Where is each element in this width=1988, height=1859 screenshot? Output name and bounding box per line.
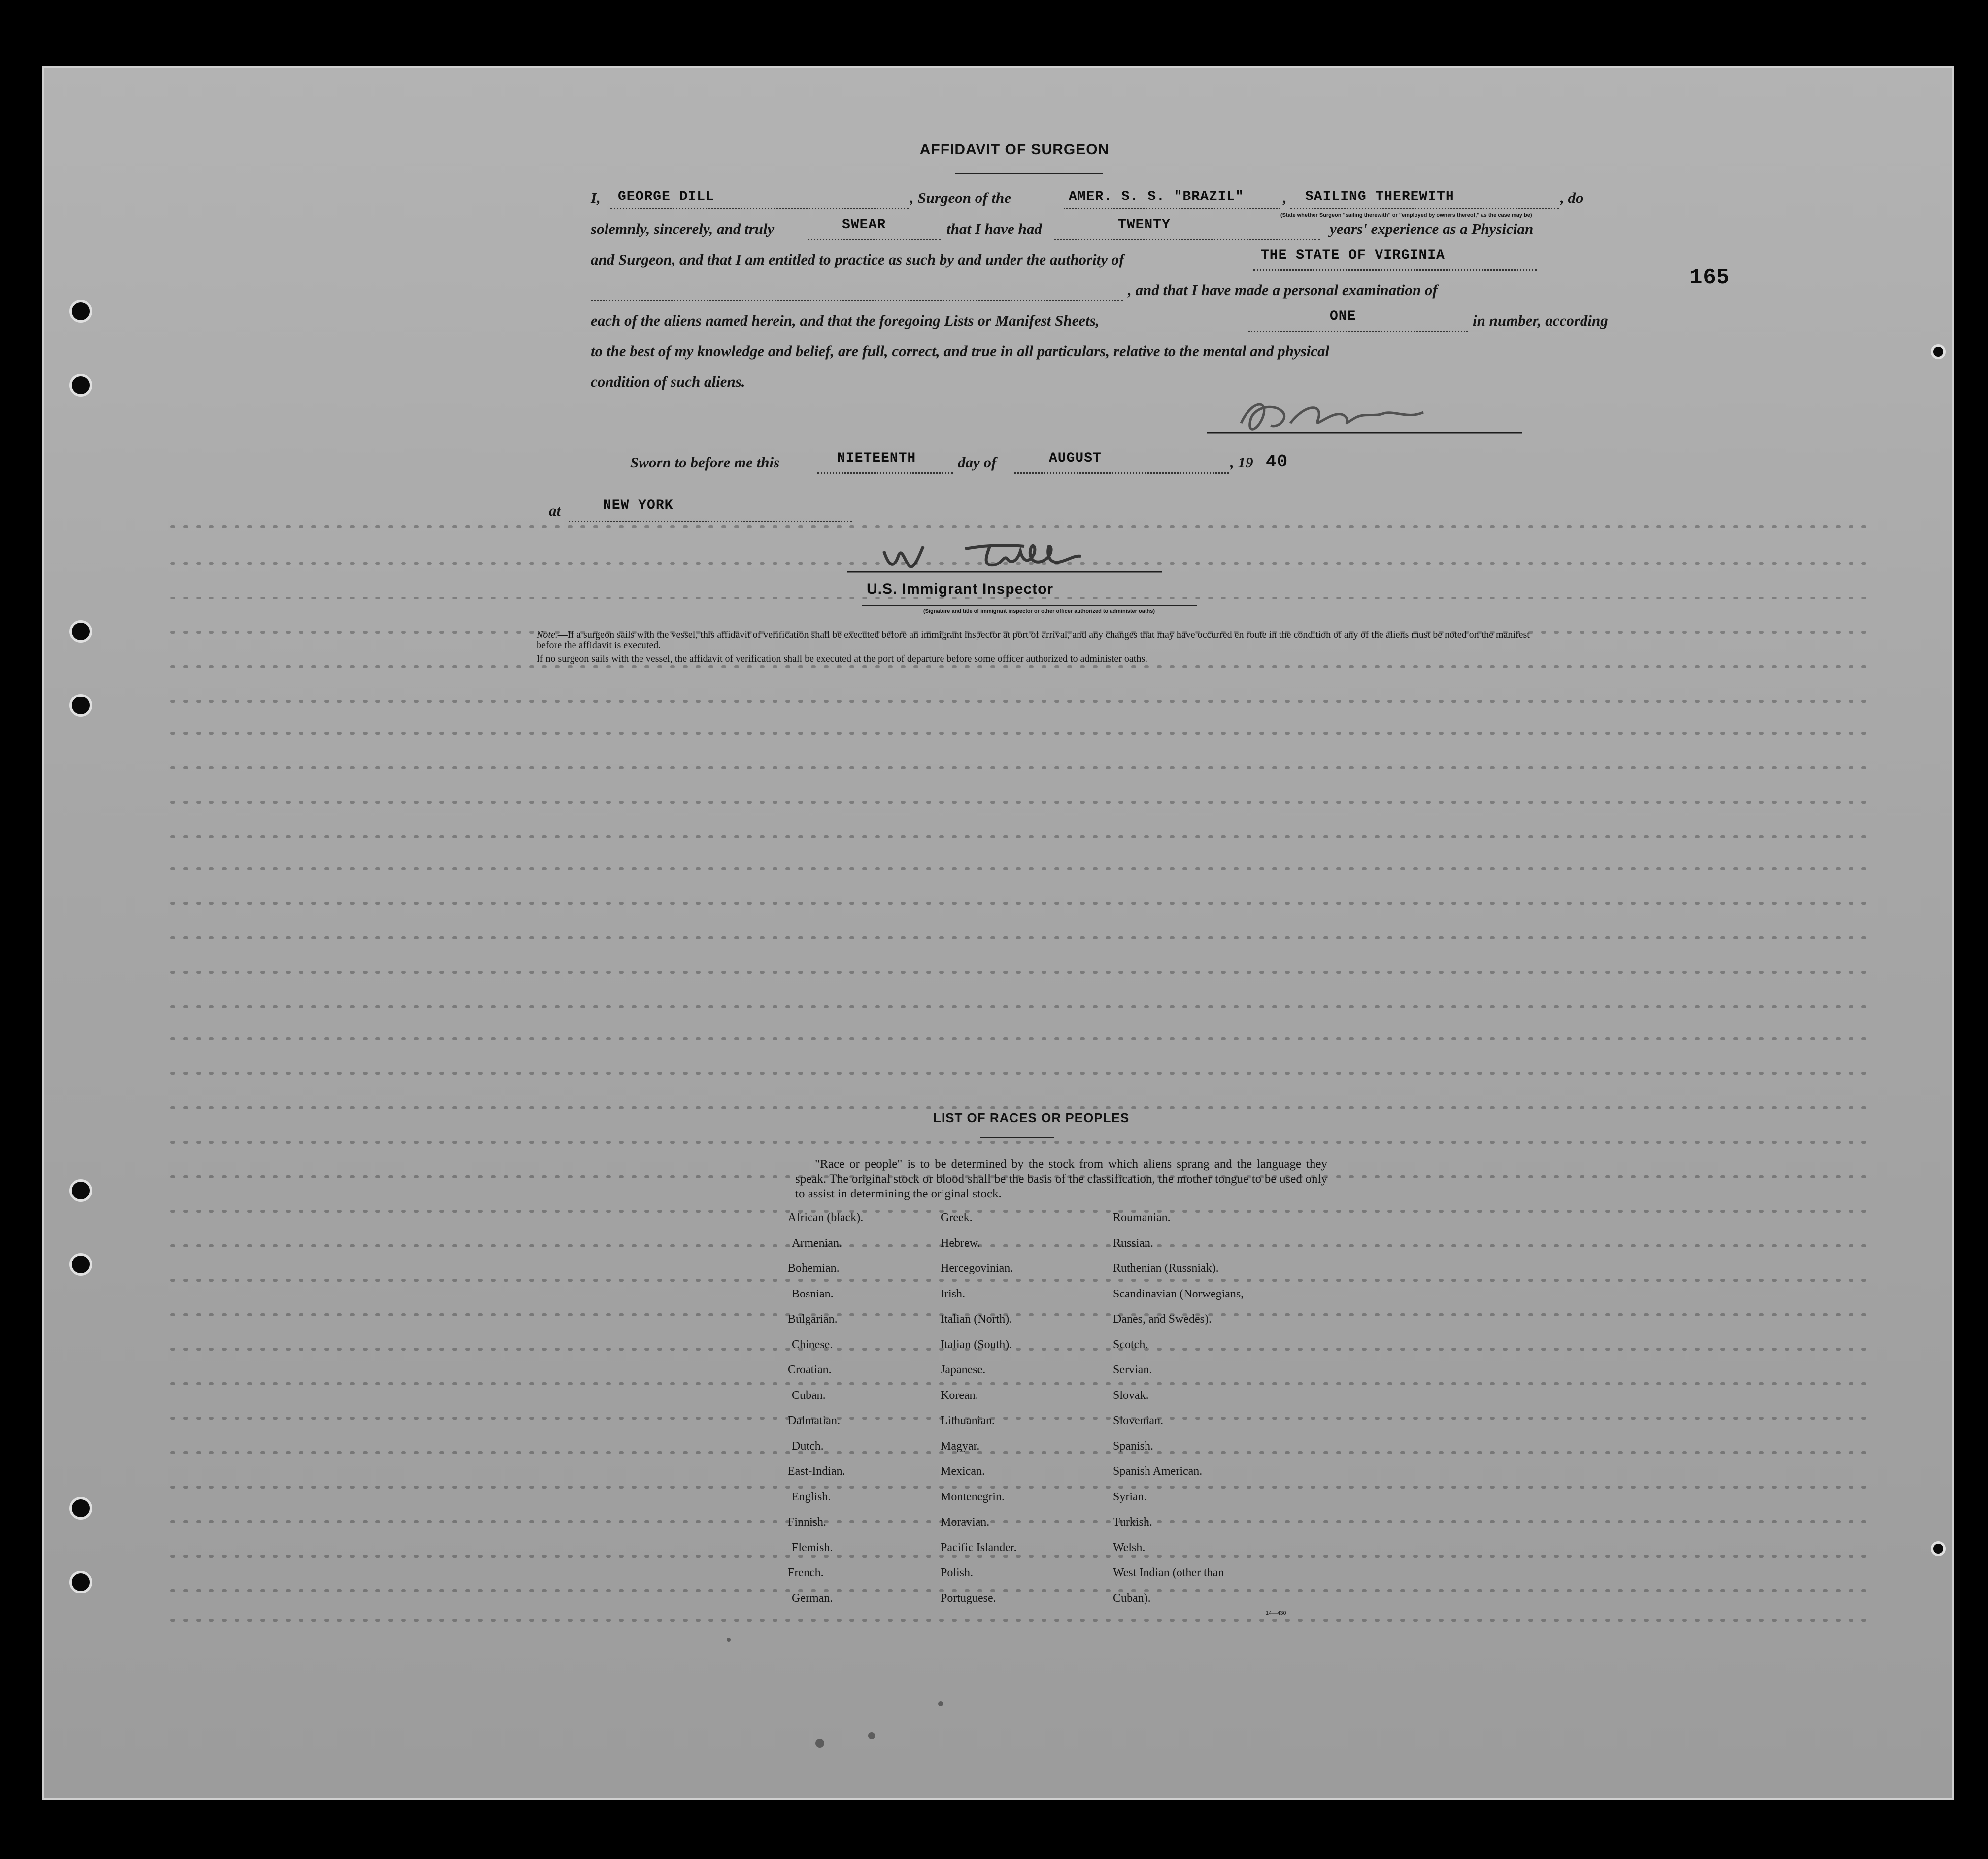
vessel-name: AMER. S. S. "BRAZIL" — [1069, 189, 1245, 204]
race-item: Portuguese. — [941, 1592, 996, 1605]
race-item: Scotch. — [1113, 1338, 1148, 1351]
sheet-count: ONE — [1330, 309, 1356, 324]
race-item: German. — [792, 1592, 833, 1605]
race-item: Ruthenian (Russniak). — [1113, 1262, 1219, 1275]
race-item: Scandinavian (Norwegians, — [1113, 1287, 1244, 1300]
text: , — [1283, 189, 1287, 206]
text: that I have had — [946, 220, 1042, 237]
race-item: Hebrew. — [941, 1236, 980, 1250]
race-item: Bohemian. — [788, 1262, 840, 1275]
race-item: Roumanian. — [1113, 1211, 1171, 1224]
text: condition of such aliens. — [591, 373, 745, 390]
surgeon-status: SAILING THEREWITH — [1305, 189, 1454, 204]
race-item: Chinese. — [792, 1338, 833, 1351]
race-item: Pacific Islander. — [941, 1541, 1017, 1554]
race-item: Greek. — [941, 1211, 973, 1224]
inspector-title: U.S. Immigrant Inspector — [867, 581, 1054, 597]
affidavit-line-5 — [591, 309, 1608, 336]
blank-line — [1248, 331, 1468, 332]
sworn-year: 40 — [1266, 452, 1288, 472]
text: to the best of my knowledge and belief, are full, correct, and true in all particulars, relative to the mental and physical — [591, 342, 1330, 360]
race-item: Russian. — [1113, 1236, 1154, 1250]
races-title-underline — [980, 1137, 1054, 1138]
race-item: Slovenian. — [1113, 1414, 1163, 1427]
note-paragraph-2: If no surgeon sails with the vessel, the affidavit of verification shall be executed at the port of departure before some officer authorized to administer oaths. — [537, 653, 1148, 664]
blank-line — [1253, 269, 1537, 271]
race-item: French. — [788, 1566, 824, 1579]
race-item: Servian. — [1113, 1363, 1152, 1376]
race-item: Mexican. — [941, 1465, 985, 1478]
text: , do — [1560, 189, 1584, 206]
sworn-day: NIETEENTH — [837, 451, 916, 466]
sworn-line — [630, 451, 1576, 478]
oath-type: SWEAR — [842, 217, 886, 232]
affidavit-line-1 — [591, 189, 1584, 214]
blank-line — [591, 300, 1123, 301]
race-item: Slovak. — [1113, 1389, 1149, 1402]
inspector-underline — [862, 605, 1197, 606]
form-number: 14—430 — [1266, 1610, 1286, 1616]
text: years' experience as a Physician — [1330, 220, 1534, 237]
text: solemnly, sincerely, and truly — [591, 220, 775, 237]
status-caption: (State whether Surgeon "sailing therewith" or "employed by owners thereof," as the case may be) — [1280, 212, 1532, 218]
text: day of — [958, 454, 997, 471]
text: at — [549, 502, 561, 519]
race-item: Polish. — [941, 1566, 974, 1579]
race-item: Italian (North). — [941, 1313, 1012, 1326]
manifest-sheet — [42, 66, 1954, 1800]
race-item: Magyar. — [941, 1439, 980, 1453]
inspector-caption: (Signature and title of immigrant inspector or other officer authorized to administer oaths) — [923, 608, 1155, 614]
blank-line — [808, 239, 941, 240]
text: I, — [591, 189, 601, 206]
text: , and that I have made a personal examination of — [1128, 281, 1438, 299]
race-item: Spanish American. — [1113, 1465, 1203, 1478]
race-item: Flemish. — [792, 1541, 833, 1554]
blank-line — [610, 208, 909, 209]
affidavit-line-4 — [591, 281, 1537, 306]
sworn-month: AUGUST — [1049, 451, 1102, 466]
years-experience: TWENTY — [1118, 217, 1171, 232]
race-item: Dalmatian. — [788, 1414, 840, 1427]
race-item: Armenian. — [792, 1236, 842, 1250]
page-number: 165 — [1689, 266, 1730, 290]
race-item: Cuban). — [1113, 1592, 1151, 1605]
race-item: English. — [792, 1490, 831, 1503]
race-item: Italian (South). — [941, 1338, 1012, 1351]
affidavit-line-3 — [591, 248, 1537, 275]
race-item: African (black). — [788, 1211, 864, 1224]
surgeon-name: GEORGE DILL — [618, 189, 714, 204]
race-item: Cuban. — [792, 1389, 826, 1402]
race-item: Spanish. — [1113, 1439, 1154, 1453]
blank-line — [1290, 208, 1559, 209]
licensing-authority: THE STATE OF VIRGINIA — [1261, 248, 1445, 263]
at-line — [549, 498, 1495, 527]
sworn-place: NEW YORK — [603, 498, 674, 513]
races-columns — [763, 1211, 1330, 1625]
blank-line — [1014, 472, 1229, 474]
note-label: Note. — [537, 630, 558, 640]
race-item: Dutch. — [792, 1439, 824, 1453]
races-title: LIST OF RACES OR PEOPLES — [933, 1110, 1130, 1125]
text: , Surgeon of the — [910, 189, 1011, 206]
race-item: Hercegovinian. — [941, 1262, 1013, 1275]
race-item: East-Indian. — [788, 1465, 845, 1478]
note-text: —If a surgeon sails with the vessel, this affidavit of verification shall be executed before an immigrant inspector at port of arrival, and any changes that may have occurred en route in the condition of any of the aliens must be noted on the manifest before the affidavit is executed. — [537, 630, 1530, 651]
text: each of the aliens named herein, and that the foregoing Lists or Manifest Sheets, — [591, 312, 1100, 329]
race-item: Welsh. — [1113, 1541, 1146, 1554]
affidavit-line-2 — [591, 217, 1537, 245]
race-item: Bosnian. — [792, 1287, 834, 1300]
race-item: Syrian. — [1113, 1490, 1147, 1503]
note-paragraph-1 — [537, 630, 1537, 651]
race-item: Korean. — [941, 1389, 978, 1402]
race-item: Irish. — [941, 1287, 965, 1300]
text: Sworn to before me this — [630, 454, 780, 471]
race-item: Finnish. — [788, 1516, 827, 1528]
race-item: Bulgarian. — [788, 1313, 838, 1326]
race-item: Montenegrin. — [941, 1490, 1005, 1503]
inspector-signature — [837, 531, 1172, 586]
race-item: Lithuanian. — [941, 1414, 995, 1427]
race-item: Moravian. — [941, 1516, 990, 1528]
blank-line — [1064, 208, 1280, 209]
title-underline — [955, 173, 1103, 174]
text: in number, according — [1473, 312, 1608, 329]
race-item: Croatian. — [788, 1363, 832, 1376]
race-item: Japanese. — [941, 1363, 986, 1376]
text: , 19 — [1230, 454, 1253, 471]
blank-line — [1054, 239, 1320, 240]
affidavit-line-6 — [591, 342, 1537, 367]
race-item: Danes, and Swedes). — [1113, 1313, 1212, 1326]
blank-line — [817, 472, 953, 474]
races-intro: "Race or people" is to be determined by the stock from which aliens sprang and the language they speak. The original stock or blood shall be the basis of the classification, the mother tongue to be used only to assist in determining the original stock. — [795, 1158, 1327, 1200]
race-item: West Indian (other than — [1113, 1566, 1224, 1579]
surgeon-signature — [1177, 389, 1551, 448]
affidavit-title: AFFIDAVIT OF SURGEON — [919, 141, 1110, 158]
blank-line — [569, 521, 852, 522]
text: and Surgeon, and that I am entitled to practice as such by and under the authority of — [591, 251, 1124, 268]
race-item: Turkish. — [1113, 1516, 1152, 1528]
